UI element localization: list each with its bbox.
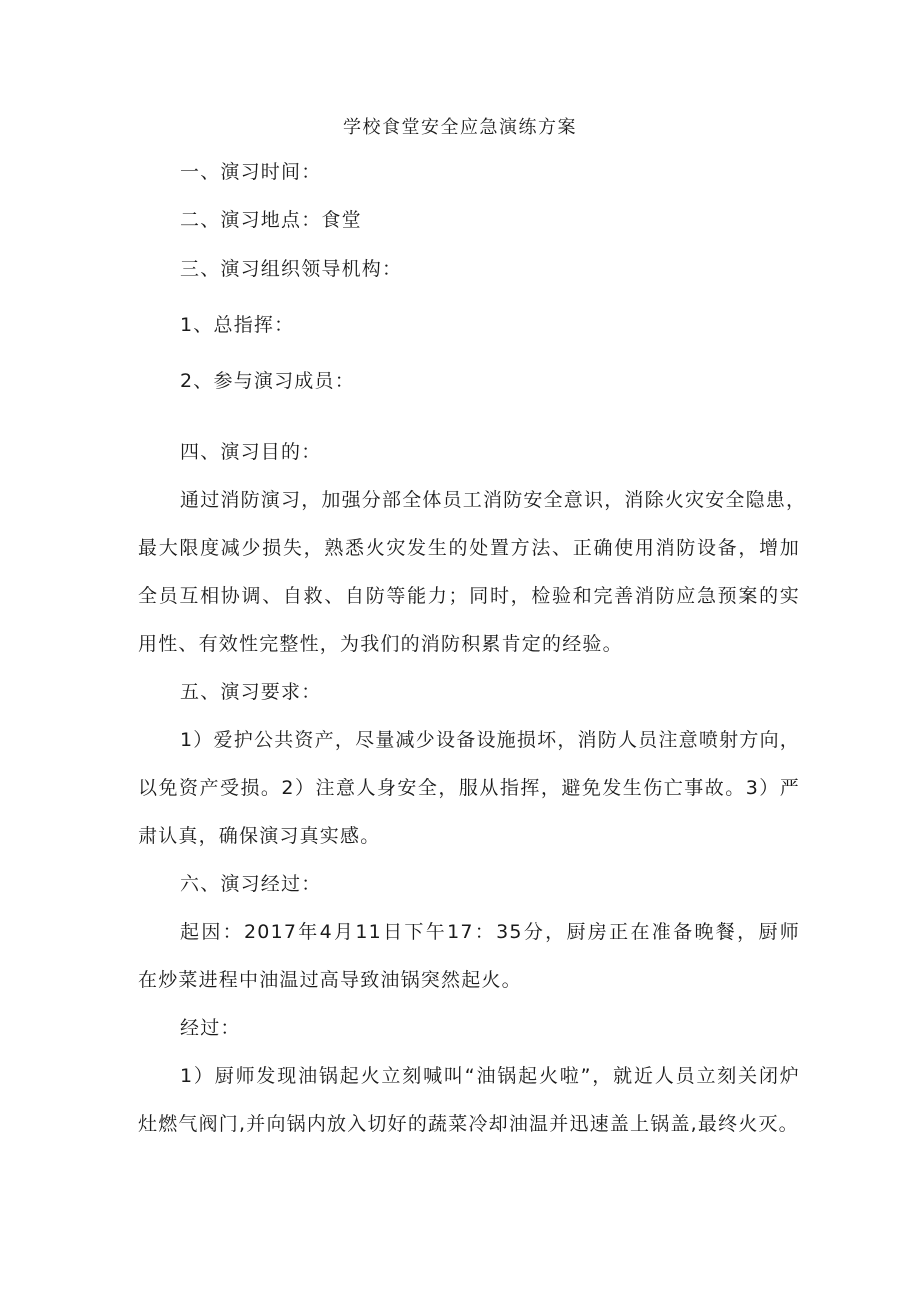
course-label: 经过： [180, 1017, 241, 1039]
course-line: 灶燃气阀门,并向锅内放入切好的蔬菜冷却油温并迅速盖上锅盖,最终火灭。 [138, 1113, 799, 1135]
requirements-line: 以免资产受损。2）注意人身安全，服从指挥，避免发生伤亡事故。3）严 [138, 777, 800, 799]
section-process: 六、演习经过： [180, 873, 322, 895]
section-requirements: 五、演习要求： [180, 681, 322, 703]
requirements-line: 1）爱护公共资产，尽量减少设备设施损坏，消防人员注意喷射方向， [180, 729, 800, 751]
organization-members: 2、参与演习成员： [180, 370, 355, 392]
section-organization: 三、演习组织领导机构： [180, 258, 403, 280]
section-purpose: 四、演习目的： [180, 441, 322, 463]
purpose-line: 通过消防演习，加强分部全体员工消防安全意识，消除火灾安全隐患， [180, 489, 807, 511]
purpose-line: 用性、有效性完整性，为我们的消防积累肯定的经验。 [138, 633, 623, 655]
document-title: 学校食堂安全应急演练方案 [343, 117, 577, 138]
course-line: 1）厨师发现油锅起火立刻喊叫“油锅起火啦”，就近人员立刻关闭炉 [180, 1065, 800, 1087]
organization-commander: 1、总指挥： [180, 314, 295, 336]
purpose-line: 全员互相协调、自救、自防等能力；同时，检验和完善消防应急预案的实 [138, 585, 800, 607]
cause-line: 起因：2017年4月11日下午17：35分，厨房正在准备晚餐，厨师 [180, 921, 800, 943]
requirements-line: 肃认真，确保演习真实感。 [138, 825, 381, 847]
section-time: 一、演习时间： [180, 161, 322, 183]
section-place: 二、演习地点：食堂 [180, 209, 362, 231]
cause-line: 在炒菜进程中油温过高导致油锅突然起火。 [138, 969, 522, 991]
purpose-line: 最大限度减少损失，熟悉火灾发生的处置方法、正确使用消防设备，增加 [138, 537, 800, 559]
